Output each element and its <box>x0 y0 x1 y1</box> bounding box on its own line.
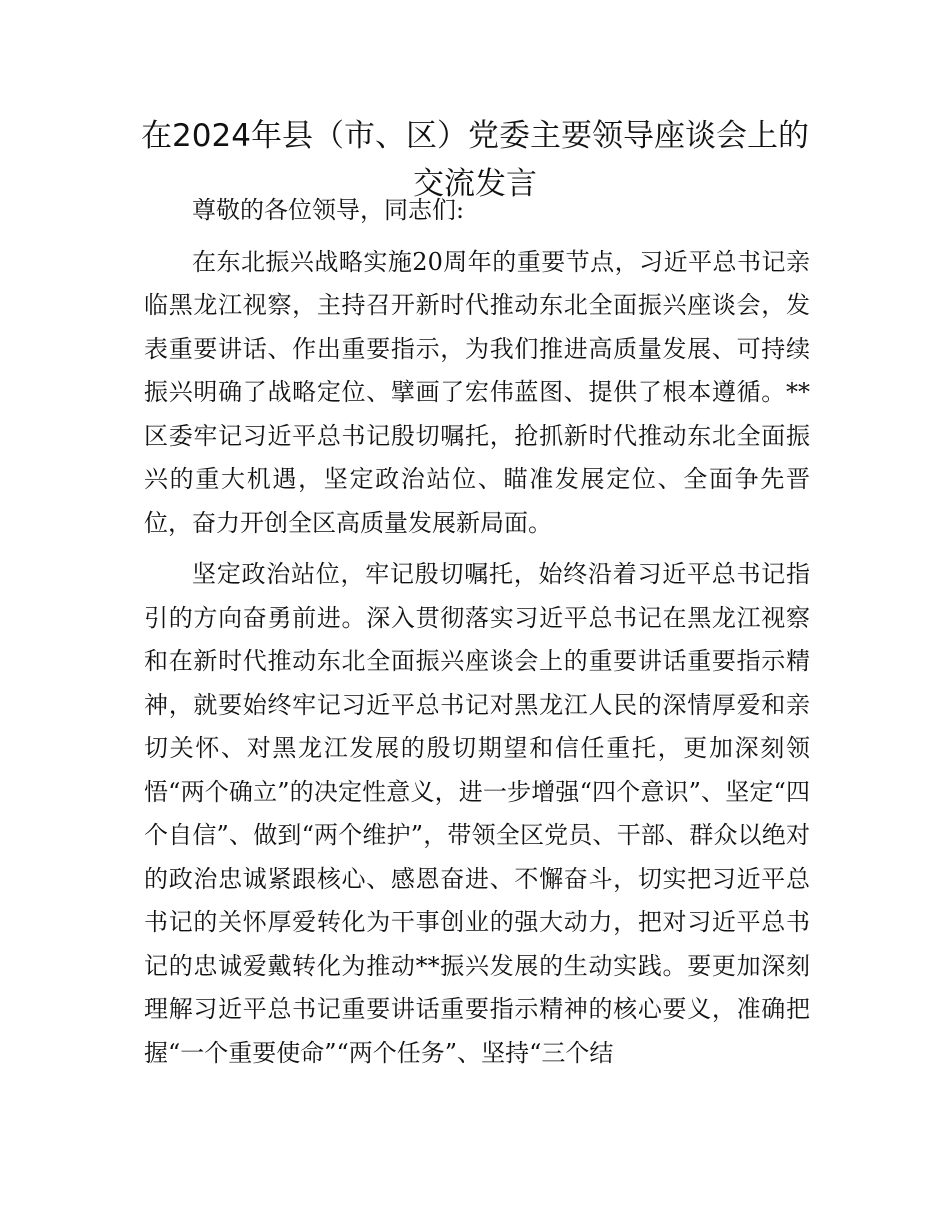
document-title: 在2024年县（市、区）党委主要领导座谈会上的交流发言 <box>141 118 809 202</box>
paragraph-1: 在东北振兴战略实施20周年的重要节点，习近平总书记亲临黑龙江视察，主持召开新时代推动东北全面振兴座谈会，发表重要讲话、作出重要指示，为我们推进高质量发展、可持续振兴明确了战略定位、擘画了宏伟蓝图、提供了根本遵循。**区委牢记习近平总书记殷切嘱托，抢抓新时代推动东北全面振兴的重大机遇，坚定政治站位、瞄准发展定位、全面争先晋位，奋力开创全区高质量发展新局面。 <box>144 247 810 537</box>
document-body <box>144 189 810 1075</box>
paragraph-2: 坚定政治站位，牢记殷切嘱托，始终沿着习近平总书记指引的方向奋勇前进。深入贯彻落实习近平总书记在黑龙江视察和在新时代推动东北全面振兴座谈会上的重要讲话重要指示精神，就要始终牢记习近平总书记对黑龙江人民的深情厚爱和亲切关怀、对黑龙江发展的殷切期望和信任重托，更加深刻领悟“两个确立”的决定性意义，进一步增强“四个意识”、坚定“四个自信”、做到“两个维护”，带领全区党员、干部、群众以绝对的政治忠诚紧跟核心、感恩奋进、不懈奋斗，切实把习近平总书记的关怀厚爱转化为干事创业的强大动力，把对习近平总书记的忠诚爱戴转化为推动**振兴发展的生动实践。要更加深刻理解习近平总书记重要讲话重要指示精神的核心要义，准确把握“一个重要使命”“两个任务”、坚持“三个结 <box>144 560 810 1067</box>
salutation: 尊敬的各位领导，同志们: <box>192 196 465 224</box>
